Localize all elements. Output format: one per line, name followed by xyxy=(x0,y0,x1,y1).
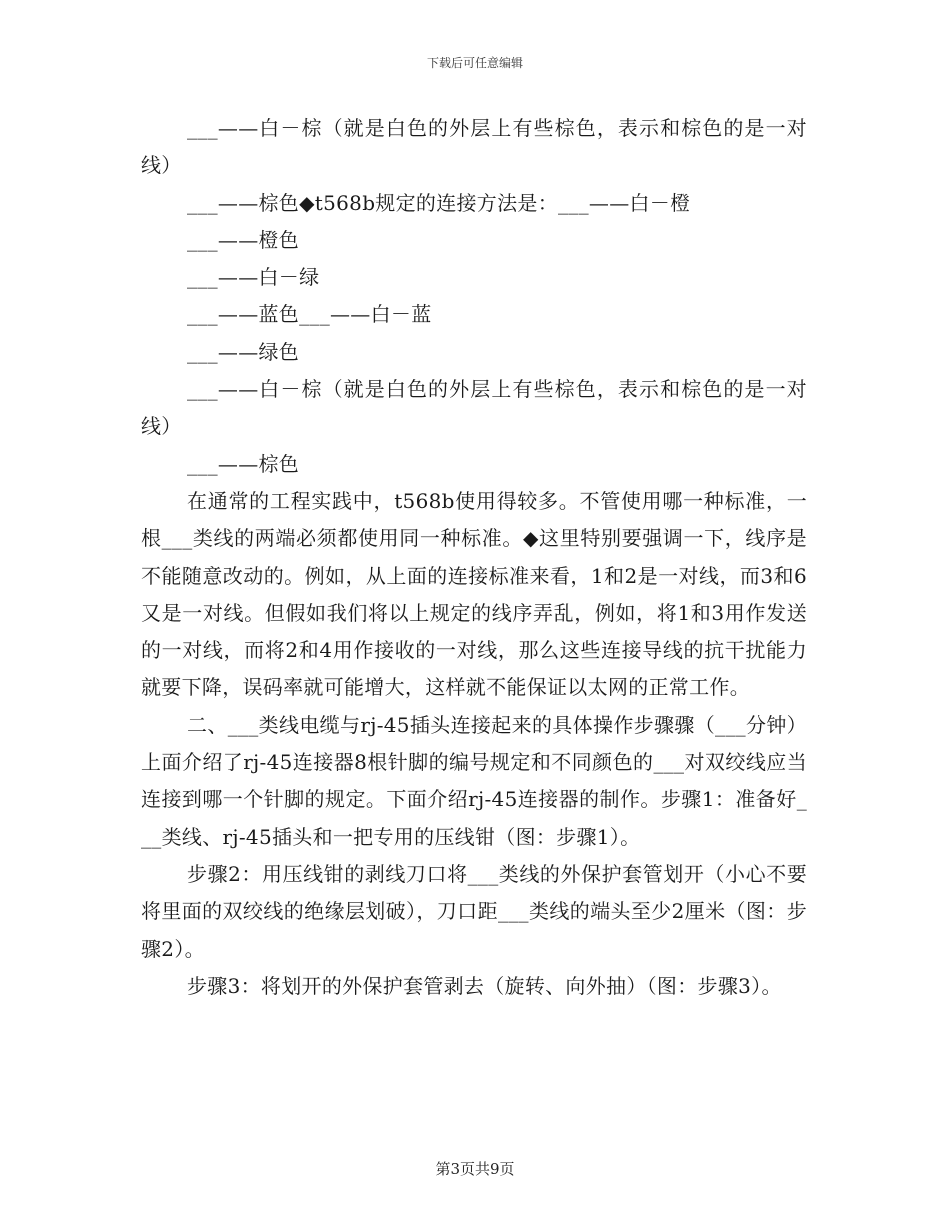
paragraph-green: ___——绿色 xyxy=(187,339,300,364)
paragraph-engineering-practice: 在通常的工程实践中，t568b使用得较多。不管使用哪一种标准，一根___类线的两端必须都使用同一种标准。◆这里特别要强调一下，线序是不能随意改动的。例如，从上面的连接标准来看，1和2是一对线，而3和6又是一对线。但假如我们将以上规定的线序弄乱，例如，将1和3用作发送的一对线，而将2和4用作接收的一对线，那么这些连接导线的抗干扰能力就要下降，误码率就可能增大，这样就不能保证以太网的正常工作。 xyxy=(141,488,807,700)
paragraph-white-green: ___——白－绿 xyxy=(187,265,320,290)
paragraph-step-2: 步骤2：用压线钳的剥线刀口将___类线的外保护套管划开（小心不要将里面的双绞线的绝缘层划破），刀口距___类线的端头至少2厘米（图：步骤2）。 xyxy=(141,861,807,961)
document-body xyxy=(141,110,807,1005)
paragraph-white-brown-2: ___——白－棕（就是白色的外层上有些棕色，表示和棕色的是一对线） xyxy=(141,377,807,439)
paragraph-step-3: 步骤3：将划开的外保护套管剥去（旋转、向外抽）（图：步骤3）。 xyxy=(187,973,782,998)
page-header: 下载后可任意编辑 xyxy=(426,56,523,70)
paragraph-section-two: 二、___类线电缆与rj-45插头连接起来的具体操作步骤骤（___分钟）上面介绍了rj-45连接器8根针脚的编号规定和不同颜色的___对双绞线应当连接到哪一个针脚的规定。下面介绍rj-45连接器的制作。步骤1：准备好___类线、rj-45插头和一把专用的压线钳（图：步骤1）。 xyxy=(141,712,807,849)
paragraph-brown-t568b: ___——棕色◆t568b规定的连接方法是：___——白－橙 xyxy=(187,190,691,215)
paragraph-orange: ___——橙色 xyxy=(187,227,300,252)
paragraph-blue-white-blue: ___——蓝色___——白－蓝 xyxy=(187,302,432,327)
paragraph-brown: ___——棕色 xyxy=(187,451,300,476)
page-footer: 第3页共9页 xyxy=(435,1160,515,1178)
paragraph-white-brown-1: ___——白－棕（就是白色的外层上有些棕色，表示和棕色的是一对线） xyxy=(141,116,807,178)
